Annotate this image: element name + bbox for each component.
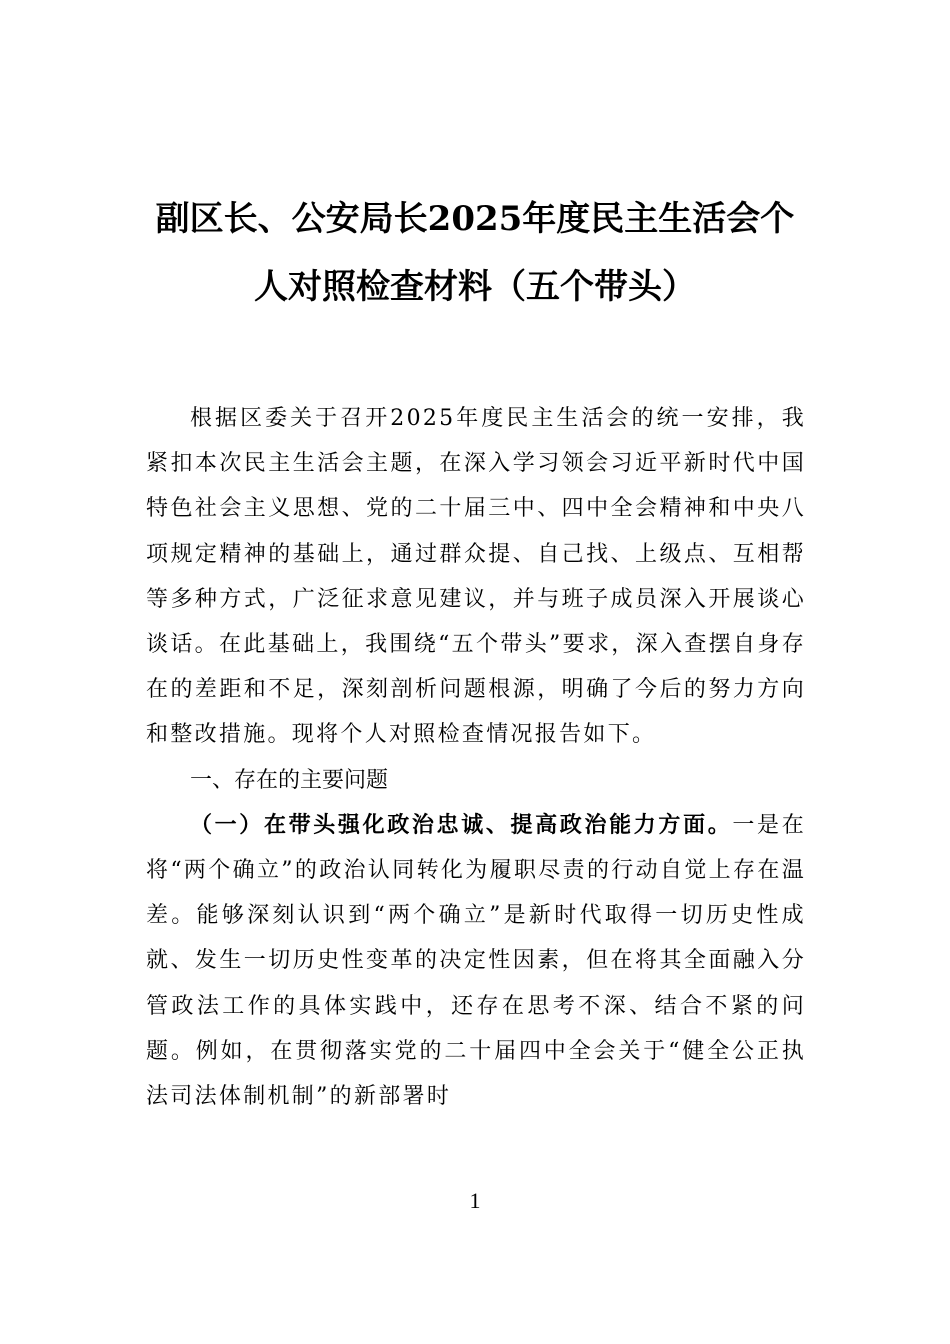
intro-paragraph: 根据区委关于召开2025年度民主生活会的统一安排，我紧扣本次民主生活会主题，在深入学习领会习近平新时代中国特色社会主义思想、党的二十届三中、四中全会精神和中央八项规定精神的基础上，通过群众提、自己找、上级点、互相帮等多种方式，广泛征求意见建议，并与班子成员深入开展谈心谈话。在此基础上，我围绕“五个带头”要求，深入查摆自身存在的差距和不足，深刻剖析问题根源，明确了今后的努力方向和整改措施。现将个人对照检查情况报告如下。 (146, 406, 806, 748)
section-heading: 一、存在的主要问题 (190, 767, 389, 793)
subsection-lead: （一）在带头强化政治忠诚、提高政治能力方面。 (190, 811, 733, 838)
document-title-line-1: 副区长、公安局长2025年度民主生活会个 (155, 199, 795, 239)
subsection-text: 一是在将“两个确立”的政治认同转化为履职尽责的行动自觉上存在温差。能够深刻认识到“两个确立”是新时代取得一切历史性成就、发生一切历史性变革的决定性因素，但在将其全面融入分管政法工作的具体实践中，还存在思考不深、结合不紧的问题。例如，在贯彻落实党的二十届四中全会关于“健全公正执法司法体制机制”的新部署时 (146, 812, 806, 1110)
subsection-paragraph (146, 803, 806, 1119)
page-number: 1 (469, 1188, 481, 1213)
document-title-line-2: 人对照检查材料（五个带头） (254, 267, 696, 307)
document-body (146, 396, 806, 1119)
